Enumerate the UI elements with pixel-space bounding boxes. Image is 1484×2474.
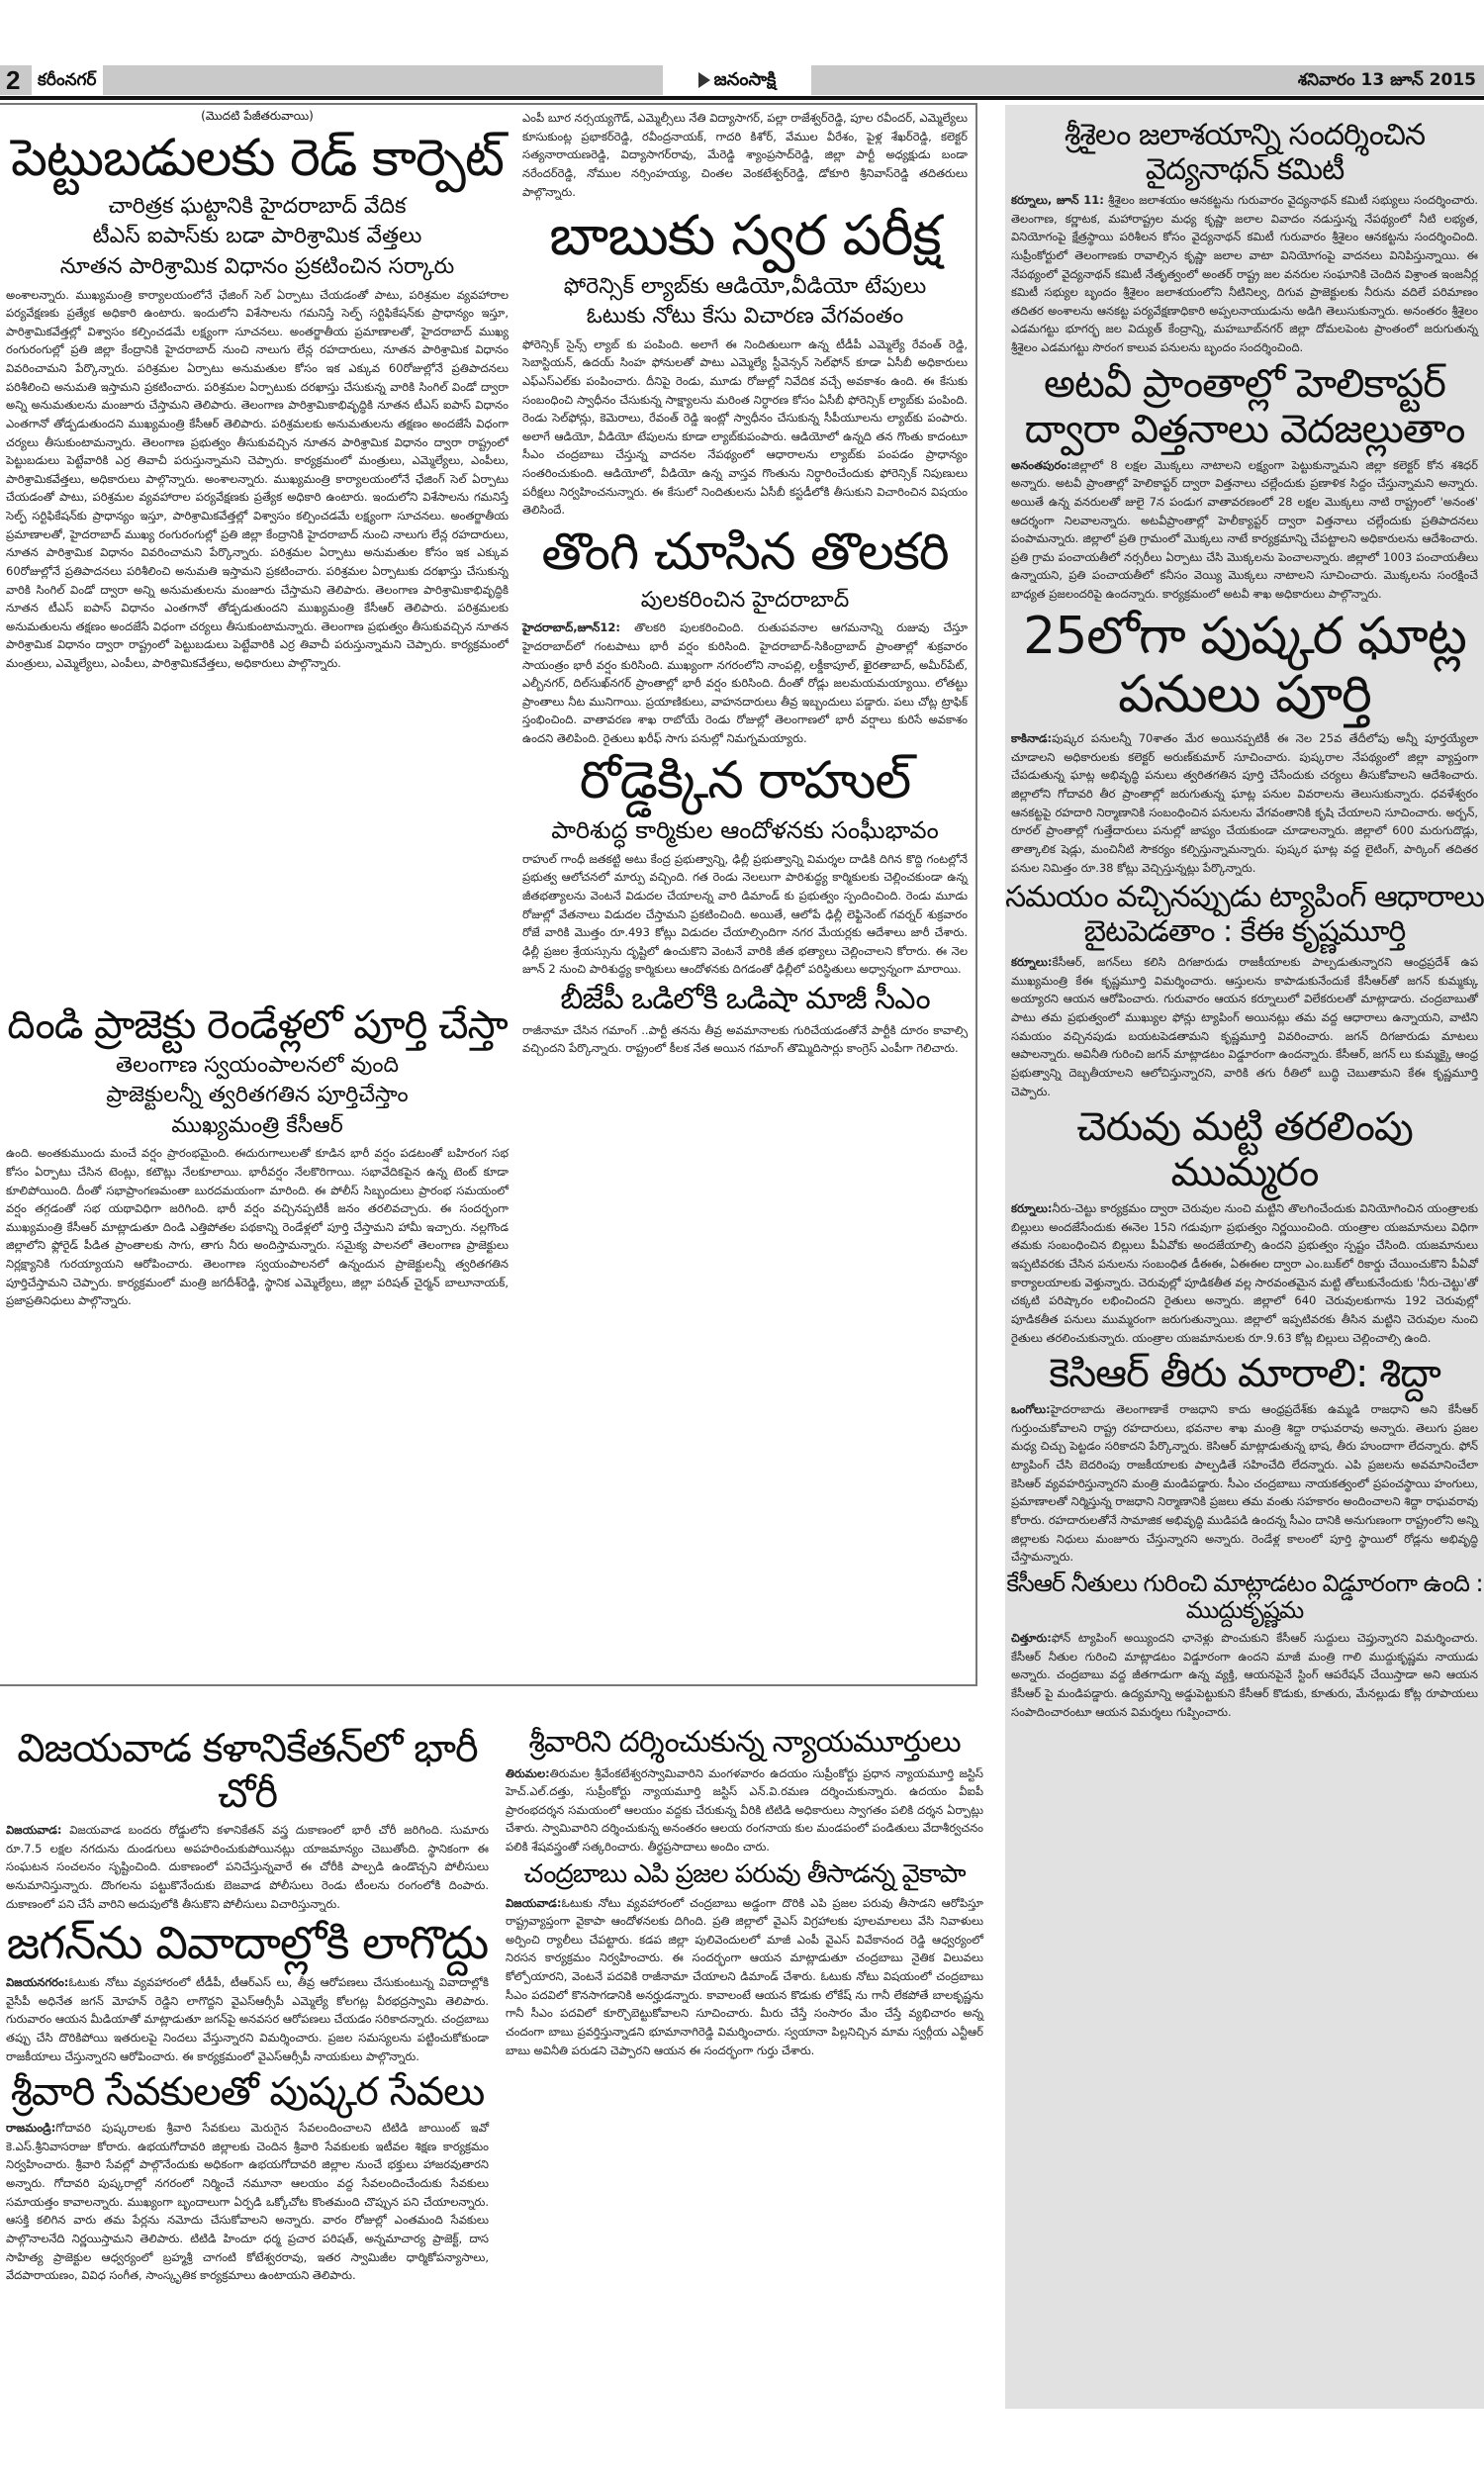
headline: బీజేపీ ఒడిలోకి ఒడిషా మాజీ సీఎం xyxy=(560,982,930,1017)
article-body xyxy=(1011,1199,1478,1347)
article-body: ఫోరెన్సిక్ సైన్స్ ల్యాబ్ కు పంపింది. అలాగే ఈ నిందితులుగా ఉన్న టీడీపీ ఎమ్మెల్యే రేవంత్ రెడ్డి, సెబాస్టియన్, ఉదయ్ సింహ ఫోనులతో పాటు ఎమ్మెల్యే స్టీవెన్సన్ సెల్‌ఫోన్ కూడా ఏసీబీ అధికారులు ఎఫ్‌ఎస్‌ఎల్‌కు పంపించారు. దీనిపై రెండు, మూడు రోజుల్లో నివేదిక వచ్చే అవకాశం ఉంది. ఈ కేసుకు సంబంధించి స్వాధీనం చేసుకున్న సాక్ష్యాలను మరింత నిర్ధారణ కోసం ఏసీబీ ఫోరెన్సిక్ ల్యాబ్‌కు పంపింది. రెండు సెల్‌ఫోన్లు, కెమెరాలు, రేవంత్ రెడ్డి ఇంట్లో స్వాధీనం చేసుకున్న సీపీయూలను ల్యాబ్‌కు పంపారు. అలాగే ఆడియో, వీడియో టేపులను కూడా ల్యాబ్‌కుపంపారు. ఆడియోలో ఉన్నది తన గొంతు కాదంటూ సీఎం చంద్రబాబు చేస్తున్న వాదనల నేపథ్యంలో ఆధారాలను ల్యాబ్‌కు పంపడం ప్రాధాన్యం సంతరించుకుంది. ఆడియోలో, వీడియో ఉన్న వాస్తవ గొంతును నిర్ధారించేందుకు ఫోరెన్సిక్ నిపుణులు పరీక్షలు నిర్వహించనున్నారు. ఈ కేసులో నిందితులను ఏసీబీ కస్టడీలోకి తీసుకుని విచారించిన విషయం తెలిసిందే. xyxy=(522,336,968,518)
dateline: చిత్తూరు: xyxy=(1011,1631,1052,1646)
issue-date: శనివారం 13 జూన్ 2015 xyxy=(1297,70,1476,90)
article-body xyxy=(6,286,509,999)
article-jagan xyxy=(0,1917,495,2065)
masthead xyxy=(0,65,1484,95)
article-body xyxy=(1011,1629,1478,1721)
article-tank-silt xyxy=(1005,1104,1484,1347)
body-text: ఓటుకు నోటు వ్యవహారంలో చంద్రబాబు అడ్డంగా దొరికి ఎపి ప్రజల పరువు తీసాడని ఆరోపిస్తూ రాష్ట్రవ్యాప్తంగా వైకాపా ఆందోళనలకు దిగింది. ప్రతి జిల్లాలో వైఎస్ విగ్రహాలకు పూలమాలలు వేసి నివాళులు అర్పించి ర్యాలీలు చేపట్టారు. కడప జిల్లా పులివెందులలో మాజీ ఎంపీ వైఎస్ వివేకానంద రెడ్డి ఆధ్వర్యంలో నిరసన కార్యక్రమం నిర్వహించారు. ఈ సందర్భంగా ఆయన మాట్లాడుతూ చంద్రబాబు నైతిక విలువలు కోల్పోయారని, వెంటనే పదవికి రాజీనామా చేయాలని డిమాండ్ చేశారు. ఓటుకు నోటు విషయంలో చంద్రబాబు సీఎం పదవిలో కొనసాగడానికి అనర్హుడన్నారు. కావాలంటే ఆయన కొడుకు లోకేష్ ను గానీ లేకపోతే బాలకృష్ణను గానీ సీఎం పదవిలో కూర్చొబెట్టుకోవాలని సూచించారు. మీరు చేస్తే సంసారం మేం చేస్తే వ్యభిచారం అన్న చందంగా బాబు ప్రవర్తిస్తున్నాడని భూమానాగిరెడ్డి విమర్శించారు. స్వయానా పిల్లనిచ్చిన మామ స్వర్గీయ ఎన్టీఆర్ బాబు అవినీతి పరుడని చెప్పారని ఆయన ఈ సందర్భంగా గుర్తు చేశారు. xyxy=(506,1895,983,2057)
article-body: రాహుల్ గాంధీ జతకట్టి అటు కేంద్ర ప్రభుత్వాన్ని, ఢిల్లీ ప్రభుత్వాన్ని విమర్శల దాడికి దిగిన కొద్ది గంటల్లోనే ప్రభుత్వ ఆలోచనలో మార్పు వచ్చింది. గత రెండు నెలలుగా పారిశుద్ధ్య కార్మికులకు చెల్లించకుండా ఉన్న జీతభత్యాలను వెంటనే విడుదల చేయాలన్న వారి డిమాండ్ కు ప్రభుత్వం స్పందించింది. రెండు మూడు రోజుల్లో వేతనాలు విడుదల చేస్తామని ప్రకటించింది. అయితే, ఆలోపే ఢిల్లీ లెఫ్టినెంట్ గవర్నర్ శుక్రవారం రోజే వారికి మొత్తం రూ.493 కోట్లు విడుదల చేయాల్సిందిగా నగర మేయర్లకు ఆదేశాలు జారీ చేశారు. ఢిల్లీ ప్రజల శ్రేయస్సును దృష్టిలో ఉంచుకొని వెంటనే వారికి జీత భత్యాలు చెల్లించాలని కోరారు. ఈ నెల జూన్ 2 నుంచి పారిశుద్ధ్య కార్మికులు ఆందోళనకు దిగడంతో ఢిల్లీలో పరిస్థితులు అధ్వాన్నంగా మారాయి. xyxy=(522,851,968,977)
subhead: ఫోరెన్సిక్ ల్యాబ్‌కు ఆడియో,వీడియో టేపులు xyxy=(563,273,927,299)
article-muddukrishnama xyxy=(1005,1570,1484,1721)
logo-text: జనంసాక్షి xyxy=(713,69,777,90)
masthead-rule xyxy=(0,96,1484,100)
article-judges xyxy=(500,1726,989,1856)
body-text: జిల్లాలో 8 లక్షల మొక్కలు నాటాలని లక్ష్యంగా పెట్టుకున్నామని జిల్లా కలెక్టర్ కోన శశిధర్ అన్నారు. అటవీ ప్రాంతాల్లో హెలికాప్టర్ ద్వారా విత్తనాలు చల్లేందుకు ప్రణాళిక సిద్దం చేస్తున్నామని అన్నారు. అయితే ఉన్న వనరులతో జులై 7న పండుగ వాతావరణంలో 28 లక్షల మొక్కలు నాటి రాష్ట్రంలో 'అనంత' ఆదర్శంగా నిలవాలన్నారు. అటవీప్రాంతాల్లో హెలీక్యాప్టర్ ద్వారా విత్తనాలు చల్లేందుకు ప్రతిపాదనలు పంపామన్నారు. జిల్లాలో ప్రతి గ్రామంలో మొక్కలు నాటే కార్యక్రమాన్ని చేపట్టాలని అధికారులను ఆదేశించారు. ప్రతి గ్రామ పంచాయతీలో నర్సరీలు ఏర్పాటు చేసి మొక్కలను పెంచాలన్నారు. జిల్లాలో 1003 పంచాయతీలు ఉన్నాయని, ప్రతి పంచాయతీలో కనీసం వెయ్యి మొక్కలు నాటాలని సూచించారు. మొక్కలను సంరక్షించే బాధ్యత ప్రజలందరిపై ఉందన్నారు. కార్యక్రమంలో అటవీ శాఖ అధికారులు పాల్గొన్నారు. xyxy=(1011,457,1478,601)
column-top-middle xyxy=(516,105,974,1683)
article-body xyxy=(1011,191,1478,357)
headline: రోడ్డెక్కిన రాహుల్ xyxy=(579,750,911,810)
headline: సమయం వచ్చినప్పుడు ట్యాపింగ్ ఆధారాలు బైటపెడతాం : కేఈ కృష్ణమూర్తి xyxy=(1005,880,1484,949)
subhead: చారిత్రక ఘట్టానికి హైదరాబాద్ వేదిక xyxy=(108,193,407,219)
article-body xyxy=(506,1894,983,2060)
headline: శ్రీవారిని దర్శించుకున్న న్యాయమూర్తులు xyxy=(528,1725,961,1760)
subhead: పారిశుద్ధ కార్మికుల ఆందోళనకు సంఘీభావం xyxy=(551,815,939,844)
body-text: అంశాలన్నారు. ముఖ్యమంత్రి కార్యాలయంలోనే ఛేజింగ్ సెల్ ఏర్పాటు చేయడంతో పాటు, పరిశ్రమల వ్యవహారాల పర్యవేక్షణకు ప్రత్యేక అధికారి ఉంటారు. ఇందులోని విశేసాలను గమనిస్తే సెల్ఫ్ సర్టిఫికేషన్‌కు ప్రాధాన్యం ఇస్తూ, పారిశ్రామికవేత్తల్లో విశ్వాసం కల్పించడమే లక్ష్యంగా సూచనలు. అంతర్జాతీయ ప్రమాణాలతో, హైదరాబాద్ ముఖ్య రంగురంగుల్లో ప్రతి జిల్లా కేంద్రానికి హైదరాబాద్ నుంచి నాలుగు లేన్ల రహదారులు, నూతన పారిశ్రామిక విధానం వివరించామని పేర్కొన్నారు. పరిశ్రమల ఏర్పాటు అనుమతుల కోసం ఇక ఎక్కువ 60రోజుల్లోనే ప్రతిపాదనలు పరిశీలించి అనుమతి ఇస్తామని ప్రకటించారు. పరిశ్రమల ఏర్పాటుకు దరఖాస్తు చేసుకున్న వారికి సింగిల్ విండో ద్వారా అన్ని అనుమతులను మంజూరు చేస్తామని తెలిపారు. తెలంగాణ పారిశ్రామికాభివృద్ధికి నూతన టీఎస్ ఐపాస్ విధానం ఎంతగానో తోడ్పడుతుందని ముఖ్యమంత్రి కేసీఆర్ తెలిపారు. పరిశ్రమలకు అనుమతులను తక్షణం అందజేసే విధంగా చర్యలు తీసుకుంటామన్నారు. తెలంగాణ ప్రభుత్వం తీసుకువచ్చిన నూతన పారిశ్రామిక విధానం ద్వారా రాష్ట్రంలో పెట్టుబడులు పెట్టేవారికి ఎర్ర తివాచీ పరుస్తున్నామని చెప్పారు. కార్యక్రమంలో మంత్రులు, ఎమ్మెల్యేలు, ఎంపీలు, పారిశ్రామికవేత్తలు, అధికారులు పాల్గొన్నారు. xyxy=(6,287,509,486)
dateline: ఒంగోలు: xyxy=(1011,1402,1051,1417)
headline: అటవీ ప్రాంతాల్లో హెలికాప్టర్ ద్వారా విత్తనాలు వెదజల్లుతాం xyxy=(1024,360,1465,452)
dateline: రాజమండ్రి: xyxy=(6,2121,56,2136)
body-text: శ్రీశైలం జలాశయం ఆనకట్టను గురువారం వైద్యనాథన్ కమిటీ సభ్యులు సందర్శించారు. తెలంగాణ, కర్ణాటక, మహారాష్ట్రల మధ్య కృష్ణా జలాల వివాదం నడుస్తున్న నేపథ్యంలో నీటి లభ్యత, వినియోగంపై క్షేత్రస్థాయి పరిశీలన కోసం వైద్యనాథన్ కమిటీ గురువారం శ్రీశైలం ఆనకట్టను సందర్శించింది. సుప్రీంకోర్టులో తెలంగాణకు రావాల్సిన కృష్ణా జలాల వాటా వినియోగంపై వాదనలు వినిపిస్తున్నాయి. ఈ నేపథ్యంలో వైద్యనాథన్ కమిటీ నేతృత్వంలో అంతర్ రాష్ట్ర జల వనరుల సంఘానికి చెందిన విశ్రాంత ఇంజనీర్ల కమిటీ సభ్యుల బృందం శ్రీశైలం జలాశయంలోని నీటినిల్వ, దిగువ ప్రాజెక్టులకు నీరును వదిలే పరిమాణం తదితర అంశాలను ఆనకట్ట పర్యవేక్షణాధికారి అప్పలనాయుడును అడిగి తెలుసుకున్నారు. అనంతరం శ్రీశైలం ఎడమగట్టు భూగర్భ జల విద్యుత్ కేంద్రాన్ని, మహబూబ్‌నగర్ జిల్లా దోమలపెంట ప్రాంతంలో జరుగుతున్న శ్రీశైలం ఎడమగట్టు సొరంగ కాలువ పనులను బృందం సందర్శించింది. xyxy=(1011,193,1478,354)
article-helicopter xyxy=(1005,361,1484,604)
body-text: పుష్కర పనులన్నీ 70శాతం మేర అయినప్పటికీ ఈ నెల 25వ తేదీలోపు అన్నీ పూర్తయ్యేలా చూడాలని అధికారులకు కలెక్టర్ అరుణ్‌కుమార్ సూచించారు. పుష్కరాల నేపథ్యంలో జిల్లా వ్యాప్తంగా చేపడుతున్న ఘాట్ల అభివృద్ధి పనులు త్వరితగతిన పూర్తి చేసేందుకు చర్యలు తీసుకోవాలని ఆదేశించారు. జిల్లాలోని గోదావరి తీర ప్రాంతాల్లో జరుగుతున్న ఘాట్ల పనుల వివరాలను తెలుసుకున్నారు. ధవళేశ్వరం ఆనకట్టపై రహదారి నిర్మాణానికి సంబంధించిన పనులను వేగవంతానికి కృషి చేయాలని సూచించారు. అర్బన్, రూరల్ ప్రాంతాల్లో గుత్తేదారులు పనుల్లో జాప్యం చేయకుండా చూడాలన్నారు. జిల్లాలో 600 మరుగుదొడ్లు, తాత్కాలిక షెడ్లు, మంచినీటి సౌకర్యం కల్పిస్తున్నామన్నారు. పుష్కర ఘాట్ల వద్ద లైటింగ్, పార్కింగ్ తదితర పనుల నిమిత్తం రూ.38 కోట్లు వెచ్చిస్తున్నట్లు పేర్కొన్నారు. xyxy=(1011,731,1478,875)
subhead: ప్రాజెక్టులన్నీ త్వరితగతిన పూర్తిచేస్తాం xyxy=(106,1083,409,1108)
article-body xyxy=(6,1821,489,1913)
article-pushkar-ghats xyxy=(1005,608,1484,878)
body-text: గోదావరి పుష్కరాలకు శ్రీవారి సేవకులు మెరుగైన సేవలందించాలని టిటిడి జాయింట్ ఇవో కె.ఎస్.శ్రీనివాసరాజు కోరారు. ఉభయగోదావరి జిల్లాలకు చెందిన శ్రీవారి సేవకులకు ఇటీవల శిక్షణ కార్యక్రమం నిర్వహించారు. శ్రీవారి సేవల్లో పాల్గొనేందుకు అధికంగా ఉభయగోదావరి జిల్లాల నుంచే భక్తులు హాజరవుతారని అన్నారు. గోదావరి పుష్కరాల్లో నగరంలో నిర్మించే నమూనా ఆలయం వద్ద సేవలందించేందుకు సేవకులు సమాయత్తం కావాలన్నారు. ముఖ్యంగా బృందాలుగా ఏర్పడి ఒక్కోచోట కొంతమంది చొప్పున పని చేయాలన్నారు. ఆసక్తి కలిగిన వారు తమ పేర్లను నమోదు చేసుకోవాలని అన్నారు. వారం రోజుల్లో ఎంతమంది సేవకులు పాల్గొనాలనేది నిర్ణయిస్తామని తెలిపారు. టిటిడి హిందూ ధర్మ ప్రచార పరిషత్, అన్నమాచార్య ప్రాజెక్ట్, దాస సాహిత్య ప్రాజెక్టుల ఆధ్వర్యంలో బ్రహ్మశ్రీ చాగంటి కోటేశ్వరరావు, ఇతర స్వామిజీల ధార్మికోపన్యాసాలు, వేదపారాయణం, వివిధ సంగీత, సాంస్కృతిక కార్యక్రమాలు ఉంటాయని తెలిపారు. xyxy=(6,2121,489,2283)
body-text-cont: అంశాలన్నారు. ముఖ్యమంత్రి కార్యాలయంలోనే ఛేజింగ్ సెల్ ఏర్పాటు చేయడంతో పాటు, పరిశ్రమల వ్యవహారాల పర్యవేక్షణకు ప్రత్యేక అధికారి ఉంటారు. ఇందులోని విశేసాలను గమనిస్తే సెల్ఫ్ సర్టిఫికేషన్‌కు ప్రాధాన్యం ఇస్తూ, పారిశ్రామికవేత్తల్లో విశ్వాసం కల్పించడమే లక్ష్యంగా సూచనలు. అంతర్జాతీయ ప్రమాణాలతో, హైదరాబాద్ ముఖ్య రంగురంగుల్లో ప్రతి జిల్లా కేంద్రానికి హైదరాబాద్ నుంచి నాలుగు లేన్ల రహదారులు, నూతన పారిశ్రామిక విధానం వివరించామని పేర్కొన్నారు. పరిశ్రమల ఏర్పాటు అనుమతుల కోసం ఇక ఎక్కువ 60రోజుల్లోనే ప్రతిపాదనలు పరిశీలించి అనుమతి ఇస్తామని ప్రకటించారు. పరిశ్రమల ఏర్పాటుకు దరఖాస్తు చేసుకున్న వారికి సింగిల్ విండో ద్వారా అన్ని అనుమతులను మంజూరు చేస్తామని తెలిపారు. తెలంగాణ పారిశ్రామికాభివృద్ధికి నూతన టీఎస్ ఐపాస్ విధానం ఎంతగానో తోడ్పడుతుందని ముఖ్యమంత్రి కేసీఆర్ తెలిపారు. పరిశ్రమలకు అనుమతులను తక్షణం అందజేసే విధంగా చర్యలు తీసుకుంటామన్నారు. తెలంగాణ ప్రభుత్వం తీసుకువచ్చిన నూతన పారిశ్రామిక విధానం ద్వారా రాష్ట్రంలో పెట్టుబడులు పెట్టేవారికి ఎర్ర తివాచీ పరుస్తున్నామని చెప్పారు. కార్యక్రమంలో మంత్రులు, ఎమ్మెల్యేలు, ఎంపీలు, పారిశ్రామికవేత్తలు, అధికారులు పాల్గొన్నారు. xyxy=(6,471,509,671)
headline: శ్రీశైలం జలాశయాన్ని సందర్శించిన వైద్యనాథన్ కమిటీ xyxy=(1064,118,1426,187)
newspaper-logo xyxy=(663,63,811,97)
article-red-carpet xyxy=(0,109,514,999)
body-text: ఫోన్ ట్యాపింగ్ అయ్యిందని ఛానెళ్లు పొంచుకుని కేసీఆర్ సుద్దులు చెప్తున్నారని విమర్శించారు. కేసీఆర్ నీతుల గురించి మాట్లాడటం విడ్డూరంగా ఉందని మాజీ మంత్రి గాలి ముద్దుకృష్ణమ నాయుడు అన్నారు. చంద్రబాబు వద్ద జీతగాడుగా ఉన్న వ్యక్తి, ఆయనపైనే స్టింగ్ ఆపరేషన్ చేయిస్తాడా అని ఆయన కేసీఆర్ పై మండిపడ్డారు. ఉద్యమాన్ని అడ్డుపెట్టుకుని కేసీఆర్ కొడుకు, కూతురు, మేనల్లుడు కోట్ల రూపాయలు సంపాదించారంటూ ఆయన విమర్శలు గుప్పించారు. xyxy=(1011,1631,1478,1719)
dateline: కర్నూలు: xyxy=(1011,955,1053,970)
subhead: నూతన పారిశ్రామిక విధానం ప్రకటించిన సర్కారు xyxy=(59,253,455,279)
dateline: కాకినాడ: xyxy=(1011,731,1053,746)
section-name: కరీంనగర్ xyxy=(32,65,103,95)
body-text: తిరుమల శ్రీవేంకటేశ్వరస్వామివారిని మంగళవారం ఉదయం సుప్రీంకోర్టు ప్రధాన న్యాయమూర్తి జస్టిస్ హెచ్.ఎల్.దత్తు, సుప్రీంకోర్టు న్యాయమూర్తి జస్టిస్ ఎన్.వి.రమణ దర్శించుకున్నారు. ఉదయం వీఐపీ ప్రారంభదర్శన సమయంలో ఆలయం వద్దకు చేరుకున్న వీరికి టిటిడి అధికారులు స్వాగతం పలికి దర్శన ఏర్పాట్లు చేశారు. స్వామివారిని దర్శించుకున్న అనంతరం ఆలయ రంగనాయ కుల మండపంలో పండితులు వేదాశీర్వచనం పలికి శేషవస్త్రంతో సత్కరించారు. తీర్థప్రసాదాలు అందిం చారు. xyxy=(506,1765,983,1854)
article-odisha xyxy=(516,983,974,1058)
dateline: విజయవాడ: xyxy=(6,1823,62,1837)
article-body xyxy=(6,2119,489,2285)
article-dindi xyxy=(0,1002,514,1310)
dateline: విజయనగరం: xyxy=(6,1975,69,1990)
body-text: కేసీఆర్, జగన్‌లు కలిసి దిగజారుడు రాజకీయాలకు పాల్పడుతున్నారని ఆంధ్రప్రదేశ్ ఉప ముఖ్యమంత్రి కేఈ కృష్ణమూర్తి విమర్శించారు. ఆస్తులను కాపాడుకునేందుకే కేసీఆర్‌తో జగన్ కుమ్మక్కు అయ్యారని ఆయన ఆరోపించారు. గురువారం ఆయన కర్నూలులో విలేకరులతో మాట్లాడారు. చంద్రబాబుతో పాటు తమ ప్రభుత్వంలో ముఖ్యుల ఫోన్లు ట్యాపింగ్ అయినట్లు తమ వద్ద ఆధారాలు ఉన్నాయని, వాటిని సమయం వచ్చినపుడు బయటపెడతామని కృష్ణమూర్తి వివరించారు. జగన్ దిగజారుడు మాటలు ఆపాలన్నారు. అవినీతి గురించి జగన్ మాట్లాడటం విడ్డూరంగా ఉందన్నారు. కేసీఆర్, జగన్ లు కుమ్మక్కై ఆంధ్ర ప్రభుత్వాన్ని దెబ్బతీయాలని ఆలోచిస్తున్నారని, వారికి తగు రీతిలో బుద్ధి చెబుతామని కేఈ కృష్ణమూర్తి చెప్పారు. xyxy=(1011,955,1478,1098)
article-kalaniketan xyxy=(0,1726,495,1913)
column-right xyxy=(1005,105,1484,2409)
article-srisailam xyxy=(1005,109,1484,357)
headline: శ్రీవారి సేవకులతో పుష్కర సేవలు xyxy=(10,2069,485,2116)
subhead: ఓటుకు నోటు కేసు విచారణ వేగవంతం xyxy=(586,304,904,330)
article-body: రాజీనామా చేసిన గమాంగ్ ..పార్టీ తనను తీవ్ర అవమానాలకు గురిచేయడంతోనే పార్టీకి దూరం కావాల్సి వచ్చిందని పేర్కొన్నారు. రాష్ట్రంలో కీలక నేత అయిన గమాంగ్ తొమ్మిదిసార్లు కాంగ్రెస్ ఎంపీగా గెలిచారు. xyxy=(522,1022,968,1056)
article-body xyxy=(1011,953,1478,1100)
article-tapping xyxy=(1005,881,1484,1100)
headline: విజయవాడ కళానికేతన్‌లో భారీ చోరీ xyxy=(17,1726,478,1817)
body-text: ఓటుకు నోటు వ్యవహారంలో టీడీపీ, టీఆర్ఎస్ లు, తీవ్ర ఆరోపణలు చేసుకుంటున్న వివాదాల్లోకి వైసీపీ అధినేత జగన్ మోహన్ రెడ్డిని లాగొద్దని వైఎస్ఆర్సీపీ ఎమ్మెల్యే కోలగట్ల వీరభద్రస్వామి తెలిపారు. గురువారం ఆయన మీడియాతో మాట్లాడుతూ జగన్‌పై అనవసర ఆరోపణలు చేయడం సరికాదన్నారు. చంద్రబాబు తప్పు చేసి దొరికిపోయి ఇతరులపై నిందలు వేస్తున్నారని విమర్శించారు. ప్రజల సమస్యలను పట్టించుకోకుండా రాజకీయాలు చేస్తున్నారని ఆరోపించారు. ఈ కార్యక్రమంలో వైఎస్ఆర్సీపీ నాయకులు పాల్గొన్నారు. xyxy=(6,1975,489,2063)
subhead: ముఖ్యమంత్రి కేసీఆర్ xyxy=(171,1112,343,1138)
headline: పెట్టుబడులకు రెడ్ కార్పెట్ xyxy=(10,129,505,188)
headline: 25లోగా పుష్కర ఘాట్ల పనులు పూర్తి xyxy=(1023,606,1466,725)
headline: చంద్రబాబు ఎపి ప్రజల పరువు తీసాడన్న వైకాపా xyxy=(523,1858,966,1889)
article-monsoon xyxy=(516,523,974,748)
column-bottom-left xyxy=(0,1722,495,2415)
dateline: తిరుమల: xyxy=(506,1765,550,1780)
article-srivari-sevakulu xyxy=(0,2069,495,2285)
subhead: టీఎస్ ఐపాస్‌కు బడా పారిశ్రామిక వేత్తలు xyxy=(92,224,422,249)
headline: దిండి ప్రాజెక్టు రెండేళ్లలో పూర్తి చేస్తా xyxy=(7,1001,508,1048)
headline: బాబుకు స్వర పరీక్ష xyxy=(549,204,941,269)
body-text: నీరు-చెట్టు కార్యక్రమం ద్వారా చెరువుల నుంచి మట్టిని తొలగించేందుకు వినియోగించిన యంత్రాలకు బిల్లులు అందజేసేందుకు ఈనెల 15ని గడువుగా ప్రభుత్వం నిర్ణయించింది. యంత్రాల యజమానులు విధిగా తమకు సంబంధించిన బిల్లులు పీఏవోకు అందజేయాల్సి ఉందని ప్రభుత్వం స్పష్టం చేసింది. యజమానులు ఇప్పటివరకు చేసిన పనులను సంబంధిత డీఈఈ, ఏఈఈల ద్వారా ఎం.బుక్‌లో రికార్డు చేయించుకొని పీఏవో కార్యాలయాలకు వెళ్తున్నారు. చెరువుల్లో పూడికతీత వల్ల సారవంతమైన మట్టి తోలుకునేందుకు 'నీరు-చెట్టు'తో చక్కటి పరిష్కారం లభించిందని రైతులు అన్నారు. జిల్లాలో 640 చెరువులకుగాను 192 చెరువుల్లో పూడికతీత పనులు ముమ్మరంగా జరుగుతున్నాయి. జిల్లాలో ఇప్పటివరకు తీసిన మట్టిని చెరువుల నుంచి రైతులు తరలించుకున్నారు. యంత్రాల యజమానులకు రూ.9.63 కోట్ల బిల్లులు చెల్లించాల్సి ఉంది. xyxy=(1011,1201,1478,1345)
headline: తొంగి చూసిన తొలకరి xyxy=(541,522,949,582)
headline: చెరువు మట్టి తరలింపు ముమ్మరం xyxy=(1076,1104,1413,1196)
column-top-left xyxy=(0,105,514,1683)
body-text: హైదరాబాదు తెలంగాణాకే రాజధాని కాదు ఆంధ్రప్రదేశ్‌కు ఉమ్మడి రాజధాని అని కేసీఆర్ గుర్తుంచుకోవాలని రాష్ట్ర రహదారులు, భవనాల శాఖ మంత్రి శిద్దా రాఘవరావు అన్నారు. తెలుగు ప్రజల మధ్య చిచ్చు పెట్టడం సరికాదని పేర్కొన్నారు. కెసిఆర్ మాట్లాడుతున్న భాష, తీరు హుందాగా లేదన్నారు. ఫోన్ ట్యాపింగ్ చేసి బెదరింపు రాజకీయాలకు పాల్పడితే సహించేది లేదన్నారు. ఎపి ప్రజలను అవమానించేలా కెసిఆర్ వ్యవహరిస్తున్నారని మంత్రి మండిపడ్డారు. సీఎం చంద్రబాబు నాయకత్వంలో ప్రపంచస్థాయి హంగులు, ప్రమాణాలతో నిర్మిస్తున్న రాజధాని నిర్మాణానికి ప్రజలు తమ వంతు సహకారం అందించాలని శిద్దా రాఘవరావు కోరారు. రహదారులతోనే సామాజిక అభివృద్ధి ముడిపడి ఉందన్న సీఎం దానికి అనుగుణంగా రాష్ట్రంలోని అన్ని జిల్లాలకు నిధులు మంజూరు చేస్తున్నారని అన్నారు. రెండేళ్ల కాలంలో పూర్తి స్థాయిలో రోడ్లను అభివృద్ధి చేస్తామన్నారు. xyxy=(1011,1402,1478,1565)
dateline: కర్నూలు: xyxy=(1011,1201,1053,1216)
body-text: తొలకరి పులకరించింది. రుతుపవనాల ఆగమనాన్ని రుజువు చేస్తూ హైదరాబాద్‌లో గంటపాటు భారీ వర్షం కురిసింది. హైదరాబాద్-సికింద్రాబాద్ ప్రాంతాల్లో శుక్రవారం సాయంత్రం భారీ వర్షం కురిసింది. ముఖ్యంగా నగరంలోని నాంపల్లి, లక్డీకాపూల్, ఖైరతాబాద్, అమీర్‌పేట్, ఎల్బీనగర్, దిల్‌సుఖ్‌నగర్ ప్రాంతాల్లో భారీ వర్షం కురిసింది. దీంతో రోడ్లు జలమయమయ్యాయి. లోతట్టు ప్రాంతాలు నీట మునిగాయి. ప్రయాణికులు, వాహనదారులు తీవ్ర ఇబ్బందులు పడ్డారు. పలు చోట్ల ట్రాఫిక్ స్తంభించింది. వాతావరణ శాఖ రాబోయే రెండు రోజుల్లో తెలంగాణలో భారీ వర్షాలు కురిసే అవకాశం ఉందని తెలిపింది. రైతులు ఖరీఫ్ సాగు పనుల్లో నిమగ్నమయ్యారు. xyxy=(522,620,968,746)
body-text: విజయవాడ బందరు రోడ్డులోని కళానికేతన్ వస్త్ర దుకాణంలో భారీ చోరీ జరిగింది. సుమారు రూ.7.5 లక్షల నగదును దుండగులు అపహరించుకుపోయినట్లు యాజమాన్యం చెబుతోంది. స్థానికంగా ఈ సంఘటన సంచలనం సృష్టించింది. దుకాణంలో పనిచేస్తున్నవారే ఈ చోరీకి పాల్పడి ఉండొచ్చని పోలీసులు అనుమానిస్తున్నారు. దొంగలను పట్టుకొనేందుకు బెజవాడ పోలీసులు రెండు టీంలను రంగంలోకి దింపారు. దుకాణంలో పని చేసే వారిని అదుపులోకి తీసుకొని పోలీసులు విచారిస్తున్నారు. xyxy=(6,1823,489,1911)
article-babu-voice xyxy=(516,109,974,520)
article-ysrcp xyxy=(500,1860,989,2060)
logo-play-icon xyxy=(698,72,710,88)
subhead: పులకరించిన హైదరాబాద్ xyxy=(640,587,850,613)
subhead: తెలంగాణ స్వయంపాలనలో వుంది xyxy=(115,1052,400,1078)
lead-in-text: ఎంపీ బూర నర్సయ్యగౌడ్, ఎమ్మెల్సీలు నేతి విద్యాసాగర్, పల్లా రాజేశ్వర్‌రెడ్డి, పూల రవీందర్, ఎమ్మెల్యేలు కూసుకుంట్ల ప్రభాకర్‌రెడ్డి, రవీంద్రనాయక్, గాదరి కిశోర్, వేముల వీరేశం, పైళ్ల శేఖర్‌రెడ్డి, కలెక్టర్ సత్యనారాయణరెడ్డి, విద్యాసాగర్‌రావు, మేరెడ్డి శ్యాంప్రసాద్‌రెడ్డి, జిల్లా పార్టీ అధ్యక్షుడు బండా నరేందర్‌రెడ్డి, నోముల నర్సింహయ్య, చింతల వెంకటేశ్వర్‌రెడ్డి, డోకూరి శ్రీనివాస్‌రెడ్డి తదితరులు పాల్గొన్నారు. xyxy=(522,111,968,199)
page-number: 2 xyxy=(6,65,21,95)
article-body: ఉంది. అంతకుముందు మంచే వర్షం ప్రారంభమైంది. ఈదురుగాలులతో కూడిన భారీ వర్షం పడటంతో బహిరంగ సభ కోసం ఏర్పాటు చేసిన టెంట్లు, కటౌట్లు నేలకూలాయి. భారీవర్షం నేలకొరిగాయి. సభావేదికపైన ఉన్న టెంట్ కూడా కూలిపోయింది. దీంతో సభాప్రాంగణమంతా బురదమయంగా మారింది. ఈ పోలీస్ సిబ్బందులు ప్రారంభ సమయంలో వర్షం తగ్గడంతో సభ యథావిధిగా జరిగింది. భారీ వర్షం వచ్చినప్పటికీ జనం తరలివచ్చారు. ఈ సందర్భంగా ముఖ్యమంత్రి కేసీఆర్ మాట్లాడుతూ దిండి ఎత్తిపోతల పథకాన్ని రెండేళ్లలో పూర్తి చేస్తామని హామీ ఇచ్చారు. నల్లగొండ జిల్లాలోని ఫ్లోరైడ్ పీడిత ప్రాంతాలకు సాగు, తాగు నీరు అందిస్తామన్నారు. సమైక్య పాలనలో తెలంగాణ ప్రాజెక్టులు నిర్లక్ష్యానికి గురయ్యాయని ఆరోపించారు. తెలంగాణ స్వయంపాలనలో ఉన్నందున ప్రాజెక్టులన్నీ త్వరితగతిన పూర్తిచేస్తామని చెప్పారు. కార్యక్రమంలో మంత్రి జగదీశ్‌రెడ్డి, స్థానిక ఎమ్మెల్యేలు, జిల్లా పరిషత్ చైర్మన్ బాలూనాయక్, ప్రజాప్రతినిధులు పాల్గొన్నారు. xyxy=(6,1146,509,1308)
article-body xyxy=(6,1973,489,2065)
article-body xyxy=(1011,729,1478,877)
dateline: విజయవాడ: xyxy=(506,1895,562,1910)
dateline: హైదరాబాద్,జూన్12: xyxy=(522,620,620,635)
continuation-kicker: (మొదటి పేజీతరువాయి) xyxy=(201,109,314,123)
headline: కెసిఆర్ తీరు మారాలి: శిద్దా xyxy=(1049,1351,1440,1397)
column-bottom-middle xyxy=(500,1722,989,2415)
article-body xyxy=(522,618,968,747)
article-body xyxy=(1011,1400,1478,1567)
article-body xyxy=(506,1764,983,1856)
article-sidda xyxy=(1005,1351,1484,1567)
dateline: కర్నూలు, జూన్ 11: xyxy=(1011,193,1104,207)
headline: జగన్‌ను వివాదాల్లోకి లాగొద్దు xyxy=(6,1916,489,1970)
headline: కేసీఆర్ నీతులు గురించి మాట్లాడటం విడ్డూరంగా ఉంది : ముద్దుకృష్ణమ xyxy=(1006,1569,1483,1625)
article-rahul xyxy=(516,752,974,979)
dateline: అనంతపురం: xyxy=(1011,457,1071,472)
article-body xyxy=(1011,456,1478,604)
